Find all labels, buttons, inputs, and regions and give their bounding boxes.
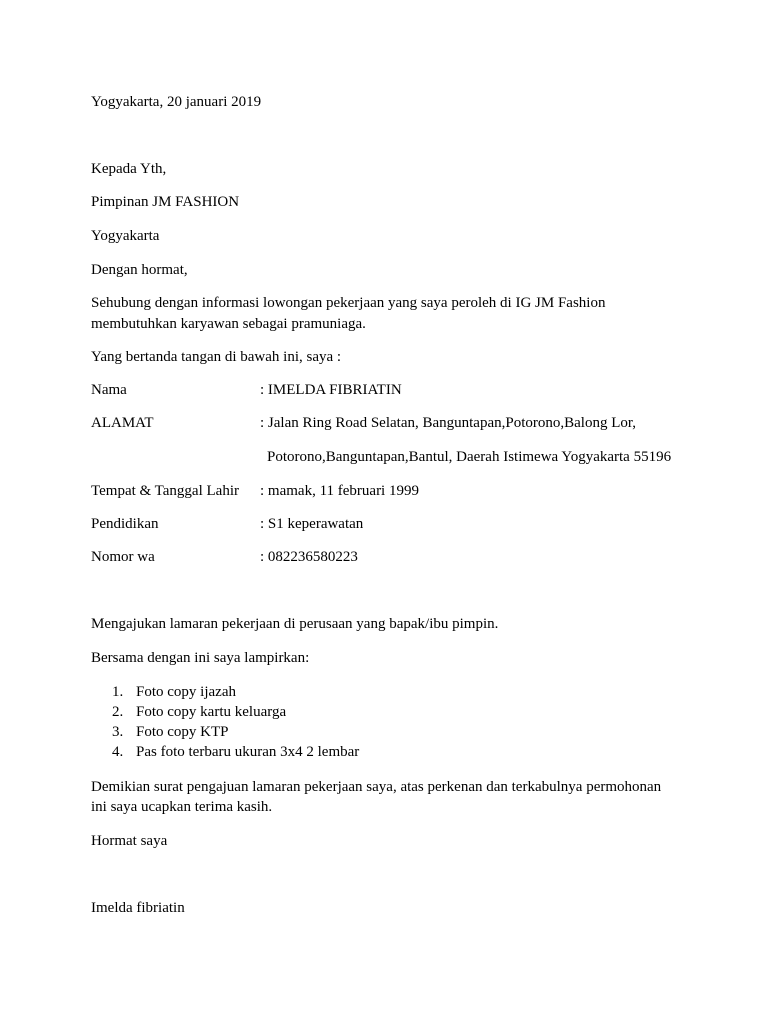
education-value: : S1 keperawatan [260, 516, 364, 532]
intro-line-2: membutuhkan karyawan sebagai pramuniaga. [91, 316, 366, 332]
address-value-line-1: : Jalan Ring Road Selatan, Banguntapan,Potorono,Balong Lor, [260, 415, 637, 431]
list-item-number: 1. [112, 684, 124, 700]
signature-name: Imelda fibriatin [91, 900, 185, 916]
list-item-number: 2. [112, 704, 124, 720]
place-date: Yogyakarta, 20 januari 2019 [91, 94, 262, 110]
list-item-number: 4. [112, 744, 124, 760]
recipient-name: Pimpinan JM FASHION [91, 194, 240, 210]
regards: Hormat saya [91, 833, 168, 849]
greeting: Dengan hormat, [91, 262, 188, 278]
list-item-text: Foto copy KTP [136, 724, 229, 740]
list-item-text: Pas foto terbaru ukuran 3x4 2 lembar [136, 744, 360, 760]
attachments-intro: Bersama dengan ini saya lampirkan: [91, 650, 310, 666]
education-label: Pendidikan [91, 516, 159, 532]
intro-line-1: Sehubung dengan informasi lowongan pekerjaan yang saya peroleh di IG JM Fashion [91, 295, 606, 311]
list-item-text: Foto copy kartu keluarga [136, 704, 287, 720]
address-value-line-2: Potorono,Banguntapan,Bantul, Daerah Istimewa Yogyakarta 55196 [267, 449, 672, 465]
signatory-intro: Yang bertanda tangan di bawah ini, saya : [91, 349, 342, 365]
name-value: : IMELDA FIBRIATIN [260, 382, 402, 398]
phone-label: Nomor wa [91, 549, 155, 565]
name-label: Nama [91, 382, 127, 398]
address-label: ALAMAT [91, 415, 154, 431]
recipient-city: Yogyakarta [91, 228, 160, 244]
list-item-text: Foto copy ijazah [136, 684, 236, 700]
closing-line-1: Demikian surat pengajuan lamaran pekerjaan saya, atas perkenan dan terkabulnya permohonan [91, 779, 662, 795]
closing-line-2: ini saya ucapkan terima kasih. [91, 799, 273, 815]
recipient-salutation: Kepada Yth, [91, 161, 167, 177]
application-statement: Mengajukan lamaran pekerjaan di perusaan yang bapak/ibu pimpin. [91, 616, 499, 632]
list-item-number: 3. [112, 724, 124, 740]
birth-value: : mamak, 11 februari 1999 [260, 483, 419, 499]
phone-value: : 082236580223 [260, 549, 358, 565]
birth-label: Tempat & Tanggal Lahir [91, 483, 239, 499]
